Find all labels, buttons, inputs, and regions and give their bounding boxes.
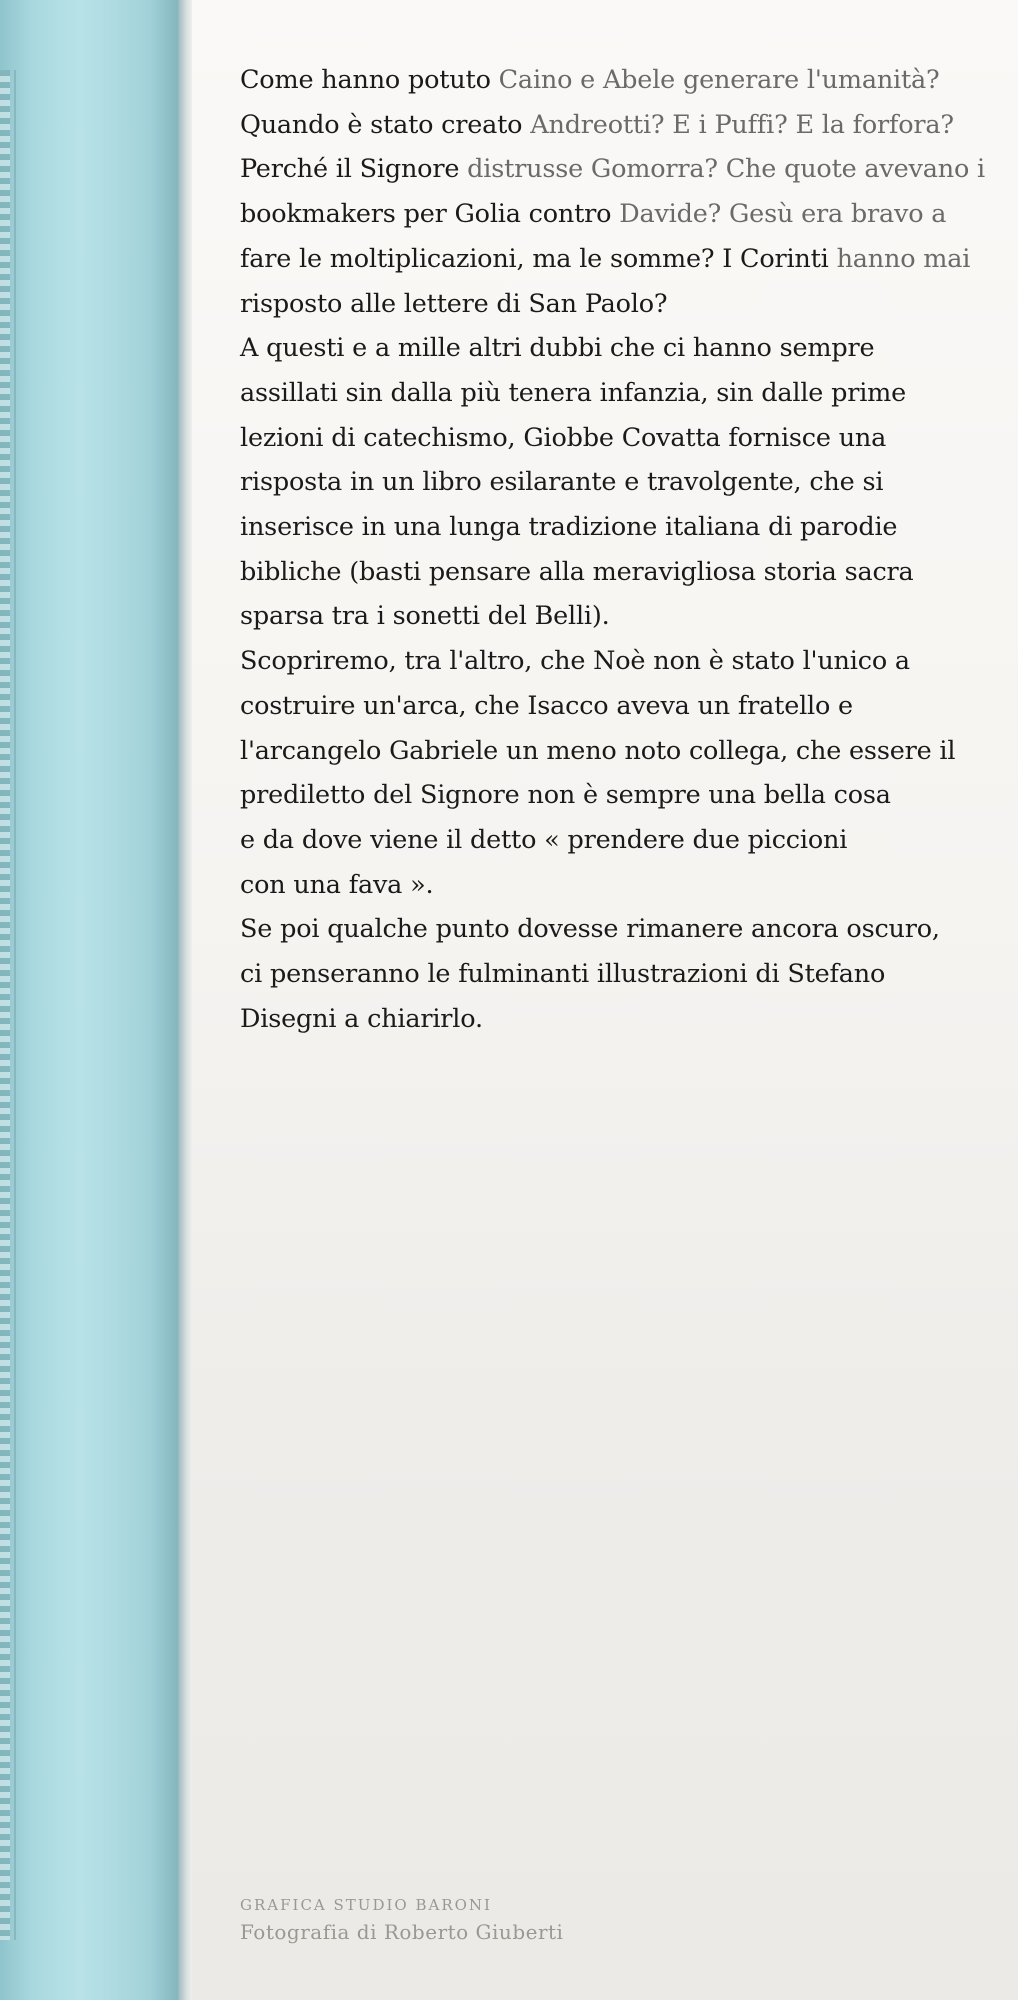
blurb-line <box>240 371 985 416</box>
cover-credits <box>240 1893 563 1947</box>
blurb-line-text: fare le moltiplicazioni, ma le somme? I Corinti <box>240 243 837 274</box>
blurb-line <box>240 147 985 192</box>
photo-credit: Fotografia di Roberto Giuberti <box>240 1920 564 1944</box>
cover-blurb <box>240 58 985 1041</box>
blurb-line <box>240 237 985 282</box>
blurb-line <box>240 773 985 818</box>
blurb-line <box>240 907 985 952</box>
blurb-line-text: Scopriremo, tra l'altro, che Noè non è stato l'unico a <box>240 646 910 677</box>
blurb-line-text: A questi e a mille altri dubbi che ci hanno sempre <box>240 333 875 364</box>
blurb-line-text: Come hanno potuto <box>240 65 499 95</box>
blurb-line <box>240 550 985 595</box>
blurb-line <box>240 505 985 550</box>
blurb-line-faded-text: Davide? Gesù era bravo a <box>619 199 947 230</box>
blurb-line <box>240 863 985 908</box>
blurb-line <box>240 952 985 997</box>
blurb-line-faded-text: distrusse Gomorra? Che quote avevano i <box>467 154 985 185</box>
blurb-line-text: sparsa tra i sonetti del Belli). <box>240 601 610 632</box>
blurb-line-text: Perché il Signore <box>240 154 468 185</box>
spine-fold-edge <box>178 0 192 2000</box>
blurb-line <box>240 684 985 729</box>
blurb-line-text: lezioni di catechismo, Giobbe Covatta fornisce una <box>240 422 887 453</box>
blurb-line-text: assillati sin dalla più tenera infanzia, sin dalle prime <box>240 377 907 408</box>
blurb-line-faded-text: Caino e Abele generare l'umanità? <box>498 65 940 95</box>
blurb-line-text: Se poi qualche punto dovesse rimanere ancora oscuro, <box>240 914 940 945</box>
blurb-line-text: risposto alle lettere di San Paolo? <box>240 288 668 319</box>
blurb-line <box>240 326 985 371</box>
blurb-line <box>240 729 985 774</box>
blurb-line-text: prediletto del Signore non è sempre una bella cosa <box>240 780 891 811</box>
design-credit: GRAFICA STUDIO BARONI <box>240 1896 492 1914</box>
blurb-line-text: l'arcangelo Gabriele un meno noto collega, che essere il <box>240 735 956 766</box>
blurb-line <box>240 192 985 237</box>
blurb-line-text: bibliche (basti pensare alla meravigliosa storia sacra <box>240 556 914 587</box>
blurb-line-text: inserisce in una lunga tradizione italiana di parodie <box>240 512 898 543</box>
blurb-line-text: bookmakers per Golia contro <box>240 199 620 230</box>
blurb-line-text: ci penseranno le fulminanti illustrazioni di Stefano <box>240 959 886 990</box>
blurb-line <box>240 58 985 103</box>
blurb-line-faded-text: hanno mai <box>836 243 971 274</box>
blurb-line-text: risposta in un libro esilarante e travolgente, che si <box>240 467 884 498</box>
blurb-line <box>240 460 985 505</box>
blurb-line-text: Disegni a chiarirlo. <box>240 1003 483 1034</box>
blurb-line-text: con una fava ». <box>240 869 434 900</box>
blurb-line-text: Quando è stato creato <box>240 109 531 140</box>
blurb-line <box>240 639 985 684</box>
blurb-line-text: e da dove viene il detto « prendere due piccioni <box>240 824 848 855</box>
blurb-line <box>240 594 985 639</box>
spine-border-line <box>14 70 16 1940</box>
blurb-line-faded-text: Andreotti? E i Puffi? E la forfora? <box>530 109 954 140</box>
blurb-line <box>240 997 985 1042</box>
spine-shadow <box>150 0 178 2000</box>
blurb-line-text: costruire un'arca, che Isacco aveva un fratello e <box>240 690 853 721</box>
blurb-line <box>240 416 985 461</box>
blurb-line <box>240 818 985 863</box>
spine-decorative-border <box>0 70 10 1940</box>
blurb-line <box>240 103 985 148</box>
blurb-line <box>240 282 985 327</box>
